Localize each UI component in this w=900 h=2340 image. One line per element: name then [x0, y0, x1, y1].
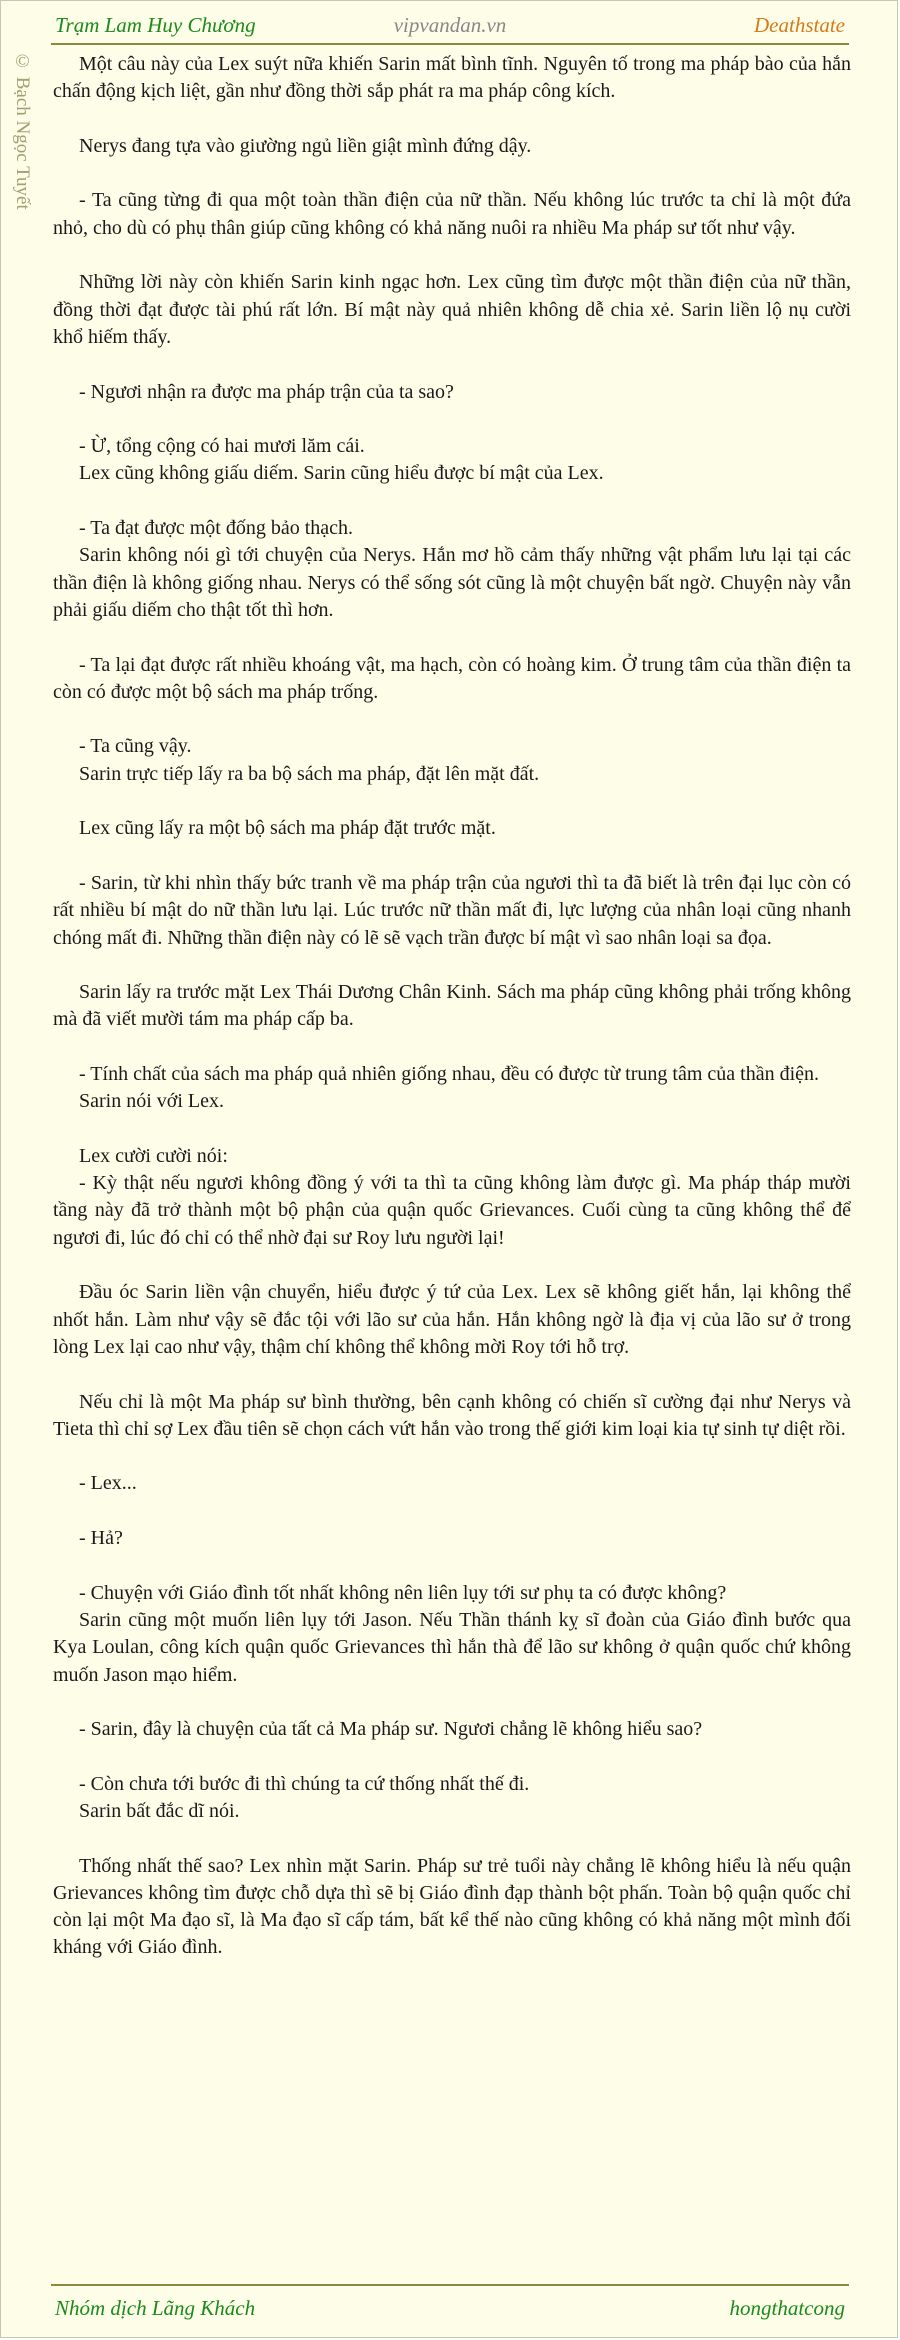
- paragraph-line: Nếu chỉ là một Ma pháp sư bình thường, bên cạnh không có chiến sĩ cường đại như Nerys và Tieta thì chỉ sợ Lex đầu tiên sẽ chọn cách vứt hắn vào trong thế giới kim loại kia tự sinh tự diệt rồi.: [53, 1390, 851, 1440]
- paragraph: [53, 1580, 851, 1689]
- paragraph-line: - Sarin, từ khi nhìn thấy bức tranh về ma pháp trận của ngươi thì ta đã biết là trên đại lục còn có rất nhiều bí mật do nữ thần lưu lại. Lúc trước nữ thần mất đi, lực lượng của nhân loại cũng nhanh chóng mất đi. Những thần điện này có lẽ sẽ vạch trần được bí mật vì sao nhân loại sa đọa.: [53, 871, 851, 949]
- paragraph: [53, 733, 851, 788]
- header-book-title: Deathstate: [754, 13, 845, 37]
- paragraph-line: Lex cũng không giấu diếm. Sarin cũng hiểu được bí mật của Lex.: [79, 462, 604, 485]
- paragraph-line: - Ngươi nhận ra được ma pháp trận của ta sao?: [79, 380, 454, 403]
- paragraph: [53, 1853, 851, 1962]
- paragraph-line: - Hả?: [79, 1527, 123, 1550]
- header-website: vipvandan.vn: [393, 13, 507, 37]
- copyright-credit: © Bạch Ngọc Tuyết: [12, 51, 33, 210]
- paragraph-line: Sarin cũng một muốn liên lụy tới Jason. Nếu Thần thánh kỵ sĩ đoàn của Giáo đình bước qua Kya Loulan, công kích quận quốc Grievances thì hắn thà để lão sư không ở quận quốc chứ không muốn Jason mạo hiểm.: [53, 1608, 851, 1686]
- footer-translator-group: Nhóm dịch Lãng Khách: [55, 2296, 256, 2320]
- paragraph-line: Sarin không nói gì tới chuyện của Nerys. Hắn mơ hồ cảm thấy những vật phẩm lưu lại tại các thần điện là không giống nhau. Nerys có thể sống sót cũng là một chuyện bất ngờ. Chuyện này vẫn phải giấu diếm cho thật tốt thì hơn.: [53, 544, 851, 621]
- paragraph: [53, 515, 851, 624]
- paragraph-line: Thống nhất thế sao? Lex nhìn mặt Sarin. Pháp sư trẻ tuổi này chẳng lẽ không hiểu là nếu quận Grievances không tìm được chỗ dựa thì sẽ bị Giáo đình đạp thành bột phấn. Toàn bộ quận quốc chỉ còn lại một Ma đạo sĩ, là Ma đạo sĩ cấp tám, bất kể thế nào cũng không có khả năng một mình đối kháng với Giáo đình.: [53, 1854, 851, 1959]
- paragraph: [53, 269, 851, 351]
- paragraph-line: - Còn chưa tới bước đi thì chúng ta cứ thống nhất thế đi.: [79, 1772, 530, 1795]
- paragraph-line: Lex cũng lấy ra một bộ sách ma pháp đặt trước mặt.: [79, 817, 496, 840]
- paragraph-line: Nerys đang tựa vào giường ngủ liền giật mình đứng dậy.: [79, 134, 532, 157]
- page-header: [51, 9, 849, 45]
- paragraph: [53, 815, 851, 842]
- paragraph-line: - Ừ, tổng cộng có hai mươi lăm cái.: [79, 435, 365, 458]
- paragraph-line: Đầu óc Sarin liền vận chuyển, hiểu được ý tứ của Lex. Lex sẽ không giết hắn, lại không thể nhốt hắn. Làm như vậy sẽ đắc tội với lão sư của hắn. Hắn không ngờ là địa vị của lão sư ở trong lòng Lex lại cao như vậy, thậm chí không thể không mời Roy tới hỗ trợ.: [53, 1281, 851, 1358]
- paragraph: [53, 979, 851, 1034]
- page-footer: [51, 2284, 849, 2330]
- paragraph: [53, 870, 851, 952]
- header-site-name: Trạm Lam Huy Chương: [55, 13, 256, 37]
- chapter-body: [53, 51, 851, 1989]
- paragraph-line: - Ta cũng vậy.: [79, 735, 192, 758]
- paragraph: [53, 51, 851, 106]
- paragraph: [53, 187, 851, 242]
- paragraph-line: - Ta cũng từng đi qua một toàn thần điện của nữ thần. Nếu không lúc trước ta chỉ là một đứa nhỏ, cho dù có phụ thân giúp cũng không có khả năng nuôi ra nhiều Ma pháp sư tốt như vậy.: [53, 189, 851, 239]
- paragraph-line: - Tính chất của sách ma pháp quả nhiên giống nhau, đều có được từ trung tâm của thần điện.: [79, 1062, 819, 1085]
- paragraph-line: - Chuyện với Giáo đình tốt nhất không nên liên lụy tới sư phụ ta có được không?: [79, 1581, 727, 1604]
- paragraph-line: - Kỳ thật nếu ngươi không đồng ý với ta thì ta cũng không làm được gì. Ma pháp tháp mười tầng này đã trở thành một bộ phận của quận quốc Grievances. Cuối cùng ta cũng không thể để ngươi đi, lúc đó chỉ có thể nhờ đại sư Roy lưu người lại!: [53, 1172, 851, 1249]
- paragraph: [53, 1061, 851, 1116]
- paragraph: [53, 1470, 851, 1497]
- paragraph: [53, 1143, 851, 1252]
- paragraph-line: - Ta đạt được một đống bảo thạch.: [79, 517, 354, 540]
- paragraph: [53, 133, 851, 160]
- paragraph-line: Lex cười cười nói:: [79, 1144, 228, 1167]
- paragraph: [53, 433, 851, 488]
- paragraph: [53, 1279, 851, 1361]
- paragraph: [53, 1771, 851, 1826]
- paragraph: [53, 1525, 851, 1552]
- paragraph-line: Những lời này còn khiến Sarin kinh ngạc hơn. Lex cũng tìm được một thần điện của nữ thần, đồng thời đạt được tài phú rất lớn. Bí mật này quả nhiên không dễ chia xẻ. Sarin liền lộ nụ cười khổ hiếm thấy.: [53, 271, 851, 348]
- paragraph-line: Sarin trực tiếp lấy ra ba bộ sách ma pháp, đặt lên mặt đất.: [79, 762, 540, 785]
- paragraph-line: Sarin lấy ra trước mặt Lex Thái Dương Chân Kinh. Sách ma pháp cũng không phải trống không mà đã viết mười tám ma pháp cấp ba.: [53, 981, 851, 1031]
- paragraph: [53, 1716, 851, 1743]
- paragraph: [53, 652, 851, 707]
- paragraph-line: - Lex...: [79, 1472, 137, 1495]
- footer-editor: hongthatcong: [729, 2296, 845, 2320]
- paragraph-line: - Sarin, đây là chuyện của tất cả Ma pháp sư. Ngươi chẳng lẽ không hiểu sao?: [79, 1718, 703, 1741]
- paragraph-line: Sarin bất đắc dĩ nói.: [79, 1800, 240, 1822]
- paragraph-line: - Ta lại đạt được rất nhiều khoáng vật, ma hạch, còn có hoàng kim. Ở trung tâm của thần điện ta còn có được một bộ sách ma pháp trống.: [53, 653, 851, 703]
- paragraph-line: Một câu này của Lex suýt nữa khiến Sarin mất bình tĩnh. Nguyên tố trong ma pháp bào của hắn chấn động kịch liệt, gần như đồng thời sắp phát ra ma pháp công kích.: [53, 53, 851, 103]
- paragraph: [53, 1389, 851, 1444]
- paragraph: [53, 379, 851, 406]
- paragraph-line: Sarin nói với Lex.: [79, 1090, 224, 1113]
